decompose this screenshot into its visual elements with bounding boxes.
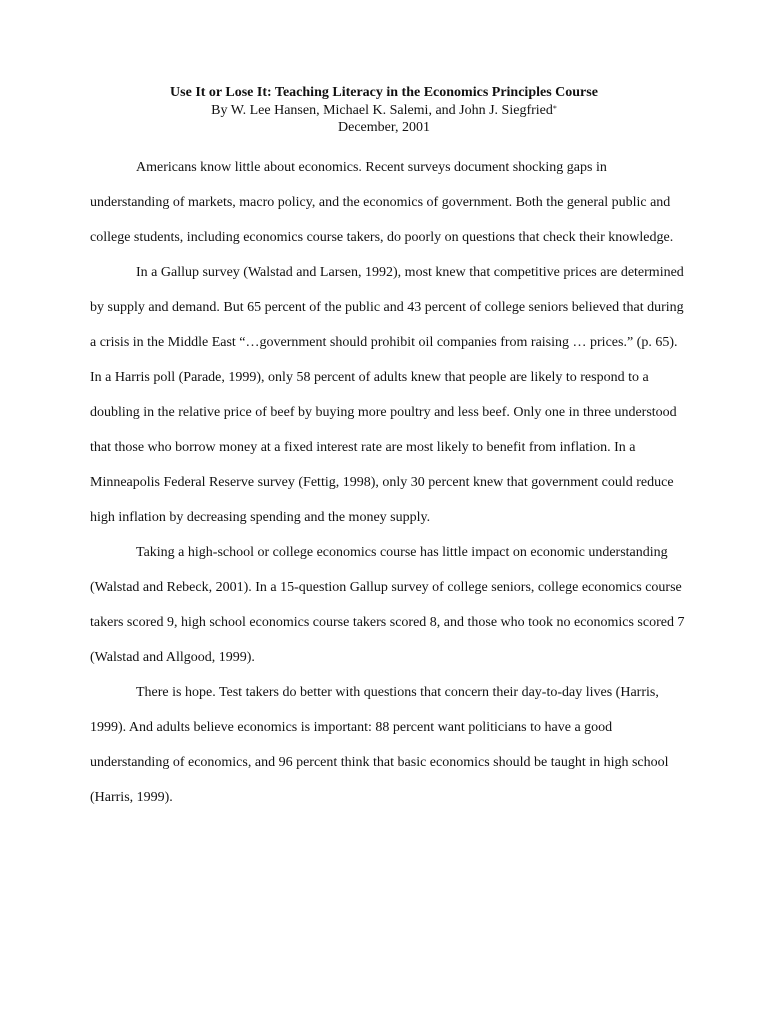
paragraph: There is hope. Test takers do better with questions that concern their day-to-day lives (Harris, 1999). And adults believe economics is important: 88 percent want politicians to have a good understanding of economics, and 96 percent think that basic economics should be taught in high school (Harris, 1999). bbox=[90, 685, 669, 805]
paper-title: Use It or Lose It: Teaching Literacy in the Economics Principles Course bbox=[170, 85, 598, 100]
paper-date: December, 2001 bbox=[338, 120, 430, 135]
paper-header bbox=[0, 84, 768, 136]
paragraph: Taking a high-school or college economics course has little impact on economic understanding (Walstad and Rebeck, 2001). In a 15-question Gallup survey of college seniors, college economics course takers scored 9, high school economics course takers scored 8, and those who took no economics scored 7 (Walstad and Allgood, 1999). bbox=[90, 545, 685, 665]
paper-body bbox=[90, 150, 686, 815]
author-names: By W. Lee Hansen, Michael K. Salemi, and John J. Siegfried bbox=[211, 103, 553, 118]
paragraph: In a Gallup survey (Walstad and Larsen, 1992), most knew that competitive prices are determined by supply and demand. But 65 percent of the public and 43 percent of college seniors believed that during a crisis in the Middle East “…government should prohibit oil companies from raising … prices.” (p. 65). In a Harris poll (Parade, 1999), only 58 percent of adults knew that people are likely to respond to a doubling in the relative price of beef by buying more poultry and less beef. Only one in three understood that those who borrow money at a fixed interest rate are most likely to benefit from inflation. In a Minneapolis Federal Reserve survey (Fettig, 1998), only 30 percent knew that government could reduce high inflation by decreasing spending and the money supply. bbox=[90, 265, 684, 525]
paragraph: Americans know little about economics. Recent surveys document shocking gaps in understanding of markets, macro policy, and the economics of government. Both the general public and college students, including economics course takers, do poorly on questions that check their knowledge. bbox=[90, 160, 674, 245]
footnote-mark: * bbox=[552, 104, 557, 113]
author-byline bbox=[0, 102, 768, 119]
